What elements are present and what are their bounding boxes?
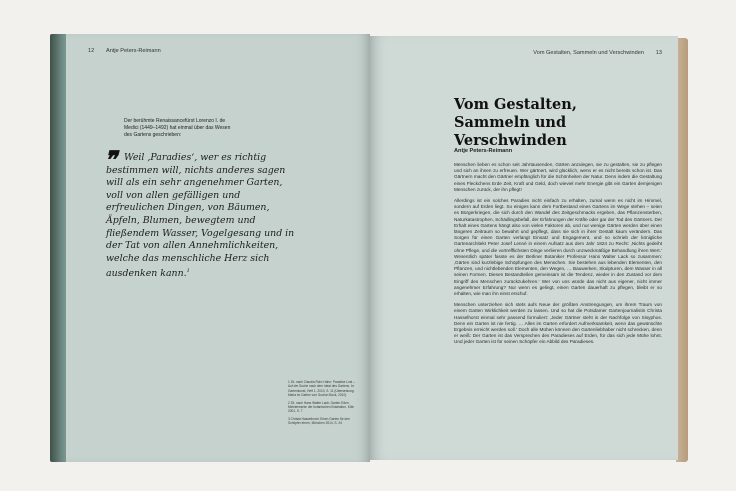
running-head-right: Vom Gestalten, Sammeln und Verschwinden [533, 50, 644, 56]
footnote: 2 Zit. nach Hans Walter Lack: Garten Eden. Meisterwerke der botanischen Illustration, Köln 2001, S. 7 [288, 400, 355, 414]
quote-mark-icon: ❞ [104, 145, 117, 174]
paragraph: Menschen lieben es schon seit Jahrtausenden, Gärten anzulegen, sie zu gestalten, sie zu pflegen und sich an ihnen zu erfreuen. Wer gärtnert, wird glücklich, wenn er es nicht bereits schon ist. Das Gärtnern macht den Gärtner empfänglich für die Schönheiten der Natur. Denn indem die Gestaltung eines Fleckchens Erde Zeit, Kraft und Geld, doch wieviel mehr Energie gibt ein Garten demjenigen Menschen zurück, der ihn pflegt! [454, 162, 662, 192]
chapter-author: Antje Peters-Reimann [454, 148, 513, 154]
intro-text: Der berühmte Renaissancefürst Lorenzo I. de Medici (1449–1492) hat einmal über das Wesen des Gartens geschrieben: [124, 118, 231, 138]
paragraph: Allerdings ist ein solches Paradies nicht einfach zu erhalten, zumal wenn es nicht im Himmel, sondern auf Erden liegt. So einiges kann dem Fortbestand eines Gartens im Wege stehen – seien es Bürgerkriegen, die sich durch den Wandel des Zeitgeschmacks ergeben, das Pflanzensterben, Naturkatastrophen, Schädlingsbefall, der Erfahrungen der Kräfte oder gar der Tod des Gärtners. Der Erhalt eines Gartens hängt also von vielen Faktoren ab, und nur wenige Gärten werden über einen längeren Zeitraum so bewahrt und gepflegt, dass sie sich in ihrer Gestalt kaum verändern. Das Sorgen für einen Garten verlangt Einsatz und Engagement, und so schrieb der königliche Gartenarchitekt Peter Josef Lenné in einem Aufsatz aus dem Jahr 1824 zu Recht: ‚Nichts gedeiht ohne Pflege, und die vortrefflichsten Dinge verlieren durch unzweckmäßige Behandlung ihren Wert.‘ Wesentlich später fasste es der Berliner Botaniker Professor Hans Walter Lack so zusammen: ‚Gärten sind kurzlebige Schöpfungen des Menschen. Sie bestehen aus lebenden Elementen, den Pflanzen, und nichtlebenden Elementen, den Wegen, … Bauwerken, Skulpturen, dem Wasser in all seinen Formen. Diesen Bestandteilen gemeinsam ist die Tendenz, wieder in den Zustand vor dem Eingriff des Menschen zurückzukehren.‘ Wer von uns würde das nicht aus eigener, nicht immer angenehmer Erfahrung? Nur wenn es gelingt, einen Garten dauerhaft zu pflegen, bleibt er so erhalten, wie man ihn einst erschuf. [454, 198, 662, 297]
right-page [370, 36, 678, 460]
paragraph: Menschen unterziehen sich stets aufs Neue der größten Anstrengungen, um ihrem Traum von einem Garten Wirklichkeit werden zu lassen. Und so hat die Potsdamer Gartenjournalistin Christa Hasselhorst einmal sehr passend formuliert: ‚Jeder Gärtner steht in der Nachfolge von Sisyphos. Denn ein Garten ist nie fertig. … Alles im Garten erfordert Aufmerksamkeit, wenn das gewünschte Ergebnis erreicht werden soll.‘ Doch alle Mühen können den Gartenliebhaber nicht schrecken, denn er weiß: Der Garten ist das Versprechen des Paradieses auf Erden, für das sich jede Mühe lohnt. Und jeder Garten ist für seinen Schöpfer ein Abbild des Paradieses. [454, 302, 662, 345]
running-head-left: Antje Peters-Reimann [106, 48, 161, 54]
footnotes [288, 380, 358, 429]
chapter-title: Vom Gestalten, Sammeln und Verschwinden [454, 96, 577, 149]
open-book [50, 34, 688, 462]
quote-footnote-mark: 1 [186, 268, 190, 275]
page-number-right: 13 [655, 50, 662, 56]
footnote: 1 Zit. nach Claudia Rohr-Hahn: Paradise Lost – Auf der Suche nach dem Ideal des Gartens. In: Gartenkunst, Heft 1, 2010, S. 11 (Übersetzung: Maria im Garten von Gudrun Bock, 2010) [288, 380, 355, 398]
footnote: 3 Christa Hasselhorst: Einen Garten für den Schöpfer ehren, München 2014, S. 24 [288, 416, 350, 426]
pull-quote [104, 145, 296, 281]
page-number-left: 12 [88, 48, 95, 54]
quote-text: Weil ‚Paradies‘, wer es richtig bestimmen will, nichts anderes sagen will als ein sehr angenehmer Garten, voll von allen gefälligen und erfreulichen Dingen, von Bäumen, Äpfeln, Blumen, bewegtem und fließendem Wasser, Vogelgesang und in der Tat von allen Annehmlichkeiten, welche das menschliche Herz sich ausdenken kann. [106, 152, 295, 280]
left-page [66, 34, 370, 462]
body-text [454, 162, 662, 351]
